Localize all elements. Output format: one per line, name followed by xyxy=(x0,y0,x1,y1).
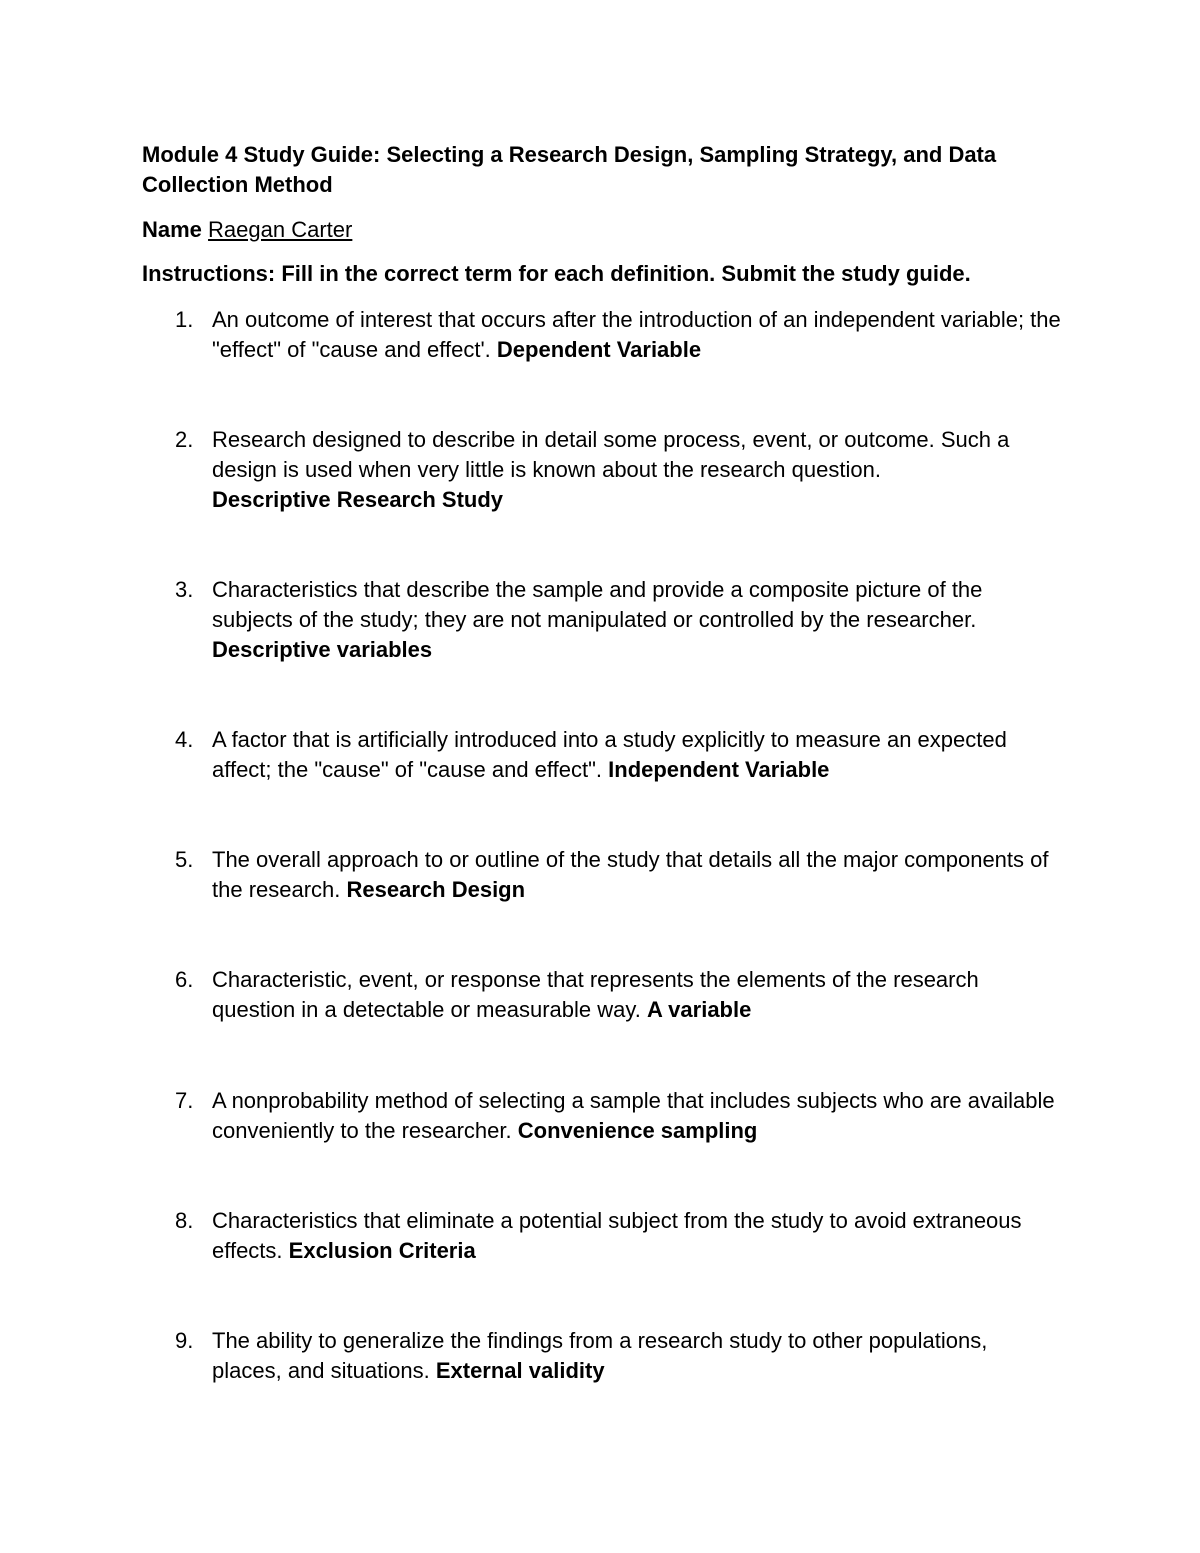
item-answer: External validity xyxy=(435,1358,605,1383)
item-definition: Characteristics that describe the sample and provide a composite picture of the subjects of the study; they are not manipulated or controlled by the researcher. xyxy=(212,577,983,632)
item-answer: Convenience sampling xyxy=(517,1118,758,1143)
item-answer: Research Design xyxy=(346,877,526,902)
item-answer: Descriptive variables xyxy=(212,637,433,662)
item-body xyxy=(212,1326,1062,1386)
instructions: Instructions: Fill in the correct term for each definition. Submit the study guide. xyxy=(142,261,971,286)
item-definition: The ability to generalize the findings from a research study to other populations, places, and situations. xyxy=(212,1328,988,1383)
item-definition: Characteristic, event, or response that represents the elements of the research question in a detectable or measurable way. xyxy=(212,967,979,1022)
item-body xyxy=(212,305,1062,365)
item-definition: The overall approach to or outline of the study that details all the major components of the research. xyxy=(212,847,1049,902)
item-body xyxy=(212,965,1062,1025)
item-body xyxy=(212,1206,1062,1266)
name-label: Name xyxy=(142,217,202,242)
item-answer: Dependent Variable xyxy=(496,337,702,362)
item-definition: A nonprobability method of selecting a sample that includes subjects who are available conveniently to the researcher. xyxy=(212,1088,1055,1143)
item-body xyxy=(212,725,1062,785)
name-line xyxy=(142,215,352,245)
item-number: 3. xyxy=(175,577,194,602)
item-definition: A factor that is artificially introduced into a study explicitly to measure an expected affect; the "cause" of "cause and effect". xyxy=(212,727,1007,782)
item-number: 7. xyxy=(175,1088,194,1113)
item-definition: Characteristics that eliminate a potential subject from the study to avoid extraneous effects. xyxy=(212,1208,1022,1263)
item-number: 8. xyxy=(175,1208,194,1233)
document-title: Module 4 Study Guide: Selecting a Research Design, Sampling Strategy, and Data Collection Method xyxy=(142,142,997,197)
item-number: 5. xyxy=(175,847,194,872)
item-body xyxy=(212,425,1062,515)
item-body xyxy=(212,1086,1062,1146)
item-number: 4. xyxy=(175,727,194,752)
item-answer: Exclusion Criteria xyxy=(288,1238,476,1263)
item-answer: A variable xyxy=(646,997,752,1022)
item-number: 9. xyxy=(175,1328,194,1353)
item-number: 6. xyxy=(175,967,194,992)
item-number: 2. xyxy=(175,427,194,452)
item-definition: An outcome of interest that occurs after the introduction of an independent variable; the "effect" of "cause and effect'. xyxy=(212,307,1061,362)
item-body xyxy=(212,845,1062,905)
item-definition: Research designed to describe in detail some process, event, or outcome. Such a design is used when very little is known about the research question. xyxy=(212,427,1010,482)
name-value: Raegan Carter xyxy=(208,217,353,242)
item-number: 1. xyxy=(175,307,194,332)
item-body xyxy=(212,575,1062,665)
item-answer: Independent Variable xyxy=(608,757,830,782)
item-answer: Descriptive Research Study xyxy=(212,487,504,512)
